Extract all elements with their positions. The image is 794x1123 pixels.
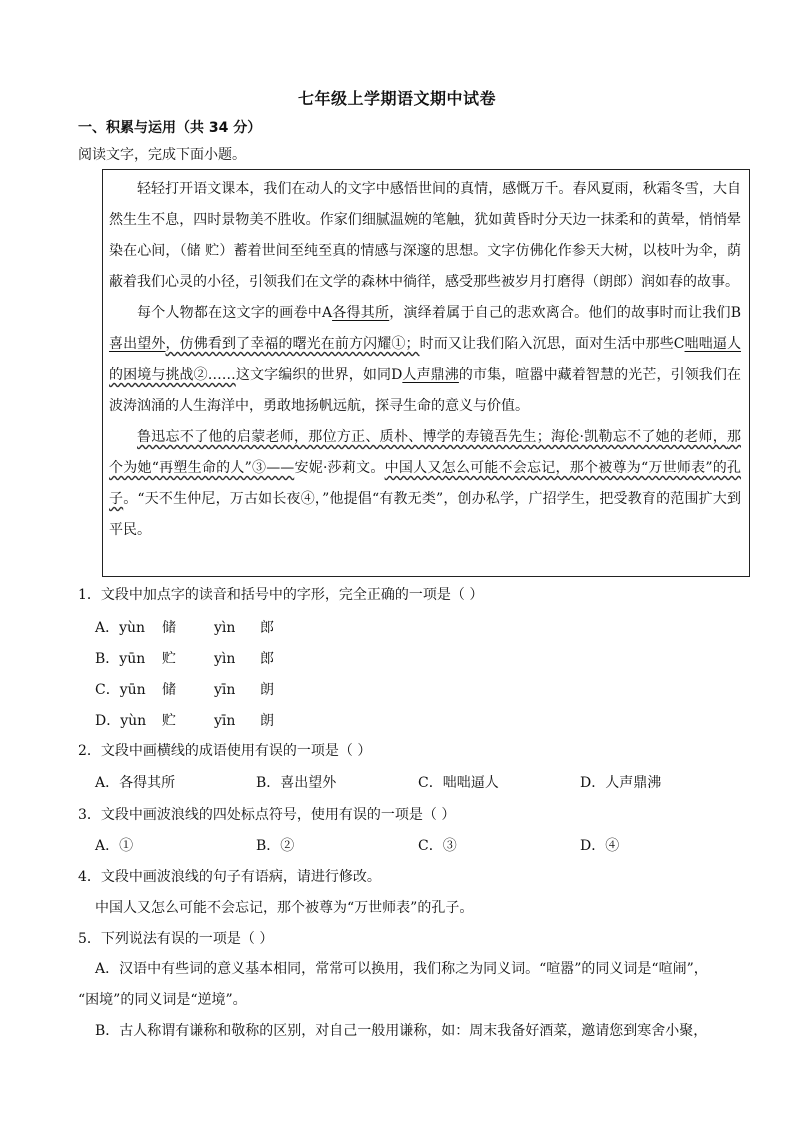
passage-text: 这文字编织的世界，如同D — [235, 367, 403, 383]
q2-option-a[interactable]: A．各得其所 — [95, 775, 176, 791]
passage-text: 每个人物都在这文字的画卷中A — [137, 305, 333, 321]
q5-option-a[interactable] — [78, 954, 748, 1016]
option-text: 贮 — [162, 713, 176, 729]
option-text: D．yùn — [95, 713, 147, 729]
idiom-c-underlined: 咄咄逼人 — [684, 336, 742, 352]
idiom-b-underlined: 喜出望外 — [109, 336, 166, 352]
passage-text: 安妮·莎莉文。 — [294, 460, 385, 476]
wavy-sick-sentence: 中国人又怎么可能不会忘记，那个被尊为“万世师表” — [384, 460, 713, 476]
wavy-punct-2: 的困境与挑战②…… — [109, 367, 236, 383]
reading-instruction: 阅读文字，完成下面小题。 — [78, 147, 246, 163]
passage-text: 围扩大到平民。 — [109, 491, 741, 538]
passage-text: ，演绎着属于自己的悲欢离合。他们的故事时而让我 — [389, 305, 717, 321]
option-text: 贮 — [162, 651, 176, 667]
passage-paragraph-3 — [109, 422, 741, 546]
passage-text: 时而又让我们陷入沉思，面对生活中那些C — [419, 336, 685, 352]
option-text: B．古人称谓有谦称和敬称的区别，对自己一般用谦称，如：周末我备好酒菜，邀请您到寒舍小聚， — [95, 1023, 708, 1039]
q3-option-c[interactable]: C．③ — [418, 838, 457, 854]
wavy-punct-3: 那个为她“再塑生命的人”③—— — [109, 429, 741, 476]
passage-text: 晕，悄悄晕染在心间，（储 贮）蓄着世间至纯至真的情感与深邃的思想。文字仿佛化作参天大树， — [109, 212, 742, 259]
passage-paragraph-2 — [109, 298, 741, 422]
q2-option-c[interactable]: C．咄咄逼人 — [418, 775, 499, 791]
question-2: 2．文段中画横线的成语使用有误的一项是（ ） — [78, 743, 372, 759]
passage-text: 郎）润如春的故事。 — [613, 274, 739, 290]
option-text: 朗 — [260, 713, 274, 729]
option-text: “困境”的同义词是“逆境”。 — [78, 992, 247, 1008]
option-text: 郎 — [260, 651, 274, 667]
passage-text: 。“天不生仲尼，万古如长夜④，”他提倡“有教无类”，创办私学，广招学生，把受教育的范 — [123, 491, 685, 507]
q3-option-b[interactable]: B．② — [256, 838, 295, 854]
option-text: yīn — [214, 682, 236, 698]
option-text: 储 — [162, 620, 176, 636]
option-text: C．yūn — [95, 682, 146, 698]
q4-sentence: 中国人又怎么可能不会忘记，那个被尊为“万世师表”的孔子。 — [95, 900, 474, 916]
option-text: 郎 — [260, 620, 274, 636]
passage-text: 的市集，喧嚣中藏着智慧的光 — [458, 367, 643, 383]
reading-passage-box — [102, 169, 750, 577]
wavy-sick-sentence-end: 的孔子 — [109, 460, 741, 507]
wavy-sentence: 鲁迅忘不了他的启蒙老师，那位方正、质朴、博学的寿镜吾先生；海伦·凯勒忘不了她的老师， — [137, 429, 727, 445]
q5-option-b[interactable] — [78, 1016, 748, 1047]
passage-text: 以枝叶为伞，荫蔽着我们心灵的小径，引领我们在文学的森林中徜徉，感受那些被岁月打磨得（朗 — [109, 243, 741, 290]
option-text: A．汉语中有些词的意义基本相同，常常可以换用，我们称之为同义词。“喧嚣”的同义词是“喧闹”， — [95, 961, 708, 977]
q3-option-a[interactable]: A．① — [95, 838, 134, 854]
question-4: 4．文段中画波浪线的句子有语病，请进行修改。 — [78, 869, 381, 885]
section-heading: 一、积累与运用（共 34 分） — [78, 120, 262, 136]
q1-option-a[interactable] — [95, 617, 274, 637]
option-text: yìn — [214, 651, 236, 667]
passage-text: 们B — [716, 305, 741, 321]
option-text: 储 — [162, 682, 176, 698]
wavy-punct-1: ，仿佛看到了幸福的曙光在前方闪耀①； — [165, 336, 420, 352]
q1-option-b[interactable] — [95, 648, 274, 668]
q2-option-b[interactable]: B．喜出望外 — [256, 775, 337, 791]
option-text: A．yùn — [95, 620, 146, 636]
idiom-d-underlined: 人声鼎沸 — [402, 367, 459, 383]
option-text: B．yūn — [95, 651, 146, 667]
idiom-a-underlined: 各得其所 — [332, 305, 390, 321]
passage-paragraph-1 — [109, 174, 741, 298]
page-title: 七年级上学期语文期中试卷 — [297, 89, 496, 108]
question-5: 5．下列说法有误的一项是（ ） — [78, 931, 274, 947]
q1-option-d[interactable] — [95, 710, 274, 730]
option-text: yīn — [214, 713, 236, 729]
passage-text: 芒，引领我们在波涛汹涌的人生海洋中，勇敢地扬帆远航，探寻生命的意义与价值。 — [109, 367, 742, 414]
question-3: 3．文段中画波浪线的四处标点符号，使用有误的一项是（ ） — [78, 807, 456, 823]
q3-option-d[interactable]: D．④ — [580, 838, 620, 854]
passage-text: 轻轻打开语文课本，我们在动人的文字中感悟世间的真情，感慨万千。春风夏雨，秋霜冬雪， — [137, 181, 713, 197]
q1-option-c[interactable] — [95, 679, 274, 699]
question-1: 1．文段中加点字的读音和括号中的字形，完全正确的一项是（ ） — [78, 587, 484, 603]
q2-option-d[interactable]: D．人声鼎沸 — [580, 775, 662, 791]
option-text: yìn — [214, 620, 236, 636]
passage-text: 大自然生生不息，四时景物美不胜收。作家们细腻温婉的笔触，犹如黄昏时分天边一抹柔和的黄 — [109, 181, 742, 228]
option-text: 朗 — [260, 682, 274, 698]
